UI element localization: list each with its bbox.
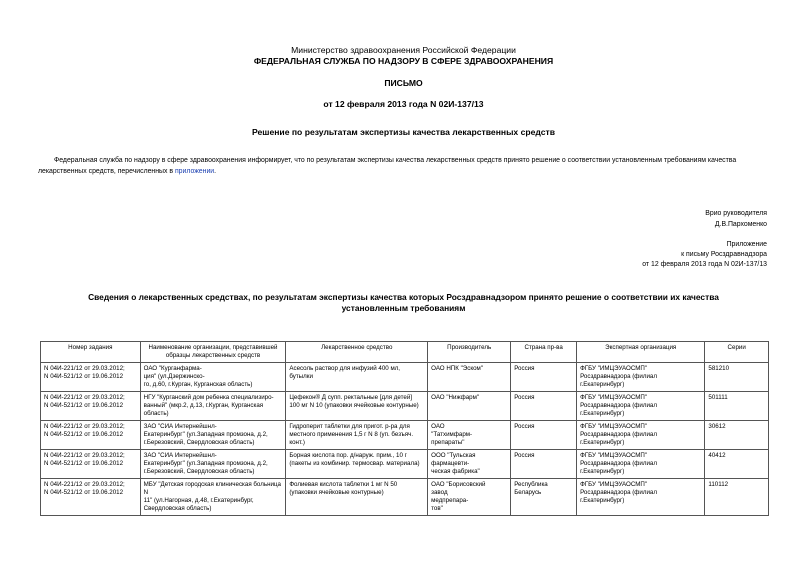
- cell-series: 40412: [705, 450, 769, 479]
- signer-name: Д.В.Пархоменко: [714, 221, 767, 228]
- cell-expert: ФГБУ "ИМЦЭУАОСМП" Росздравнадзора (филиал г.Екатеринбург): [577, 479, 705, 516]
- cell-manufacturer: ОАО "Борисовский завод медпрепара- тов": [428, 479, 511, 516]
- cell-series: 30612: [705, 421, 769, 450]
- cell-country: Россия: [511, 450, 577, 479]
- signer-position: Врио руководителя: [705, 210, 767, 217]
- cell-expert: ФГБУ "ИМЦЭУАОСМП" Росздравнадзора (филиал г.Екатеринбург): [577, 421, 705, 450]
- intro-paragraph: [38, 156, 770, 177]
- table-title: Сведения о лекарственных средствах, по результатам экспертизы качества которых Росздравнадзором принято решение о соответствии их качества установленным требованиям: [88, 292, 719, 313]
- table-row: [41, 450, 769, 479]
- service-name: ФЕДЕРАЛЬНАЯ СЛУЖБА ПО НАДЗОРУ В СФЕРЕ ЗДРАВООХРАНЕНИЯ: [253, 56, 554, 66]
- cell-organization: ЗАО "СИА Интернейшнл- Екатеринбург" (ул.Западная промзона, д.2, г.Березовский, Свердловская область): [140, 421, 286, 450]
- header-number: Номер задания: [41, 342, 141, 363]
- table-row: [41, 363, 769, 392]
- table-row: [41, 392, 769, 421]
- cell-drug: Борная кислота пор. д/наруж. прим., 10 г (пакеты из комбинир. термосвар. материала): [286, 450, 428, 479]
- appendix-date: от 12 февраля 2013 года N 02И-137/13: [642, 261, 767, 268]
- cell-manufacturer: ОАО НПК "Эском": [428, 363, 511, 392]
- appendix-to: к письму Росздравнадзора: [681, 251, 767, 258]
- document-type: ПИСЬМО: [384, 78, 423, 88]
- cell-series: 110112: [705, 479, 769, 516]
- header-drug: Лекарственное средство: [286, 342, 428, 363]
- intro-text: Федеральная служба по надзору в сфере здравоохранения информирует, что по результатам экспертизы качества лекарственных средств принято решение о соответствии установленным требованиям качества лекарственных средств, перечисленных в: [38, 157, 737, 175]
- cell-drug: Цефекон® Д супп. ректальные [для детей] 100 мг N 10 (упаковки ячейковые контурные): [286, 392, 428, 421]
- table-header-row: [41, 342, 769, 363]
- intro-end: .: [214, 167, 217, 175]
- header-expert: Экспертная организация: [577, 342, 705, 363]
- cell-country: Республика Беларусь: [511, 479, 577, 516]
- cell-drug: Гидроперит таблетки для пригот. р-ра для местного применения 1,5 г N 8 (уп. безъяч. конт.): [286, 421, 428, 450]
- header-country: Страна пр-ва: [511, 342, 577, 363]
- cell-manufacturer: ОАО "Нижфарм": [428, 392, 511, 421]
- cell-number: N 04И-221/12 от 29.03.2012; N 04И-521/12 от 19.06.2012: [41, 450, 141, 479]
- header-series: Серии: [705, 342, 769, 363]
- cell-series: 581210: [705, 363, 769, 392]
- cell-organization: ЗАО "СИА Интернейшнл- Екатеринбург" (ул.Западная промзона, д.2, г.Березовский, Свердловская область): [140, 450, 286, 479]
- document-date: от 12 февраля 2013 года N 02И-137/13: [323, 99, 484, 109]
- cell-expert: ФГБУ "ИМЦЭУАОСМП" Росздравнадзора (филиал г.Екатеринбург): [577, 392, 705, 421]
- cell-organization: ОАО "Курганфарма- ция" (ул.Дзержинско- го, д.60, г.Курган, Курганская область): [140, 363, 286, 392]
- cell-organization: НГУ "Курганский дом ребенка специализиро- ванный" (мкр.2, д.13, г.Курган, Курганская область): [140, 392, 286, 421]
- cell-number: N 04И-221/12 от 29.03.2012; N 04И-521/12 от 19.06.2012: [41, 421, 141, 450]
- cell-series: 501111: [705, 392, 769, 421]
- document-subject: Решение по результатам экспертизы качества лекарственных средств: [251, 127, 556, 137]
- table-row: [41, 479, 769, 516]
- cell-number: N 04И-221/12 от 29.03.2012; N 04И-521/12 от 19.06.2012: [41, 363, 141, 392]
- cell-expert: ФГБУ "ИМЦЭУАОСМП" Росздравнадзора (филиал г.Екатеринбург): [577, 363, 705, 392]
- cell-drug: Асесоль раствор для инфузий 400 мл, бутылки: [286, 363, 428, 392]
- cell-country: Россия: [511, 421, 577, 450]
- ministry-name: Министерство здравоохранения Российской Федерации: [291, 45, 516, 55]
- cell-number: N 04И-221/12 от 29.03.2012; N 04И-521/12 от 19.06.2012: [41, 392, 141, 421]
- cell-organization: МБУ "Детская городская клиническая больница N 11" (ул.Нагорная, д.48, г.Екатеринбург, Свердловская область): [140, 479, 286, 516]
- cell-manufacturer: ОАО "Татхимфарм- препараты": [428, 421, 511, 450]
- cell-expert: ФГБУ "ИМЦЭУАОСМП" Росздравнадзора (филиал г.Екатеринбург): [577, 450, 705, 479]
- header-manufacturer: Производитель: [428, 342, 511, 363]
- appendix-link[interactable]: приложении: [174, 167, 215, 175]
- cell-country: Россия: [511, 392, 577, 421]
- drugs-table: [40, 341, 769, 516]
- appendix-label: Приложение: [726, 241, 767, 248]
- cell-drug: Фолиевая кислота таблетки 1 мг N 50 (упаковки ячейковые контурные): [286, 479, 428, 516]
- table-row: [41, 421, 769, 450]
- cell-manufacturer: ООО "Тульская фармацевти- ческая фабрика": [428, 450, 511, 479]
- cell-number: N 04И-221/12 от 29.03.2012; N 04И-521/12 от 19.06.2012: [41, 479, 141, 516]
- cell-country: Россия: [511, 363, 577, 392]
- header-organization: Наименование организации, представившей образцы лекарственных средств: [140, 342, 286, 363]
